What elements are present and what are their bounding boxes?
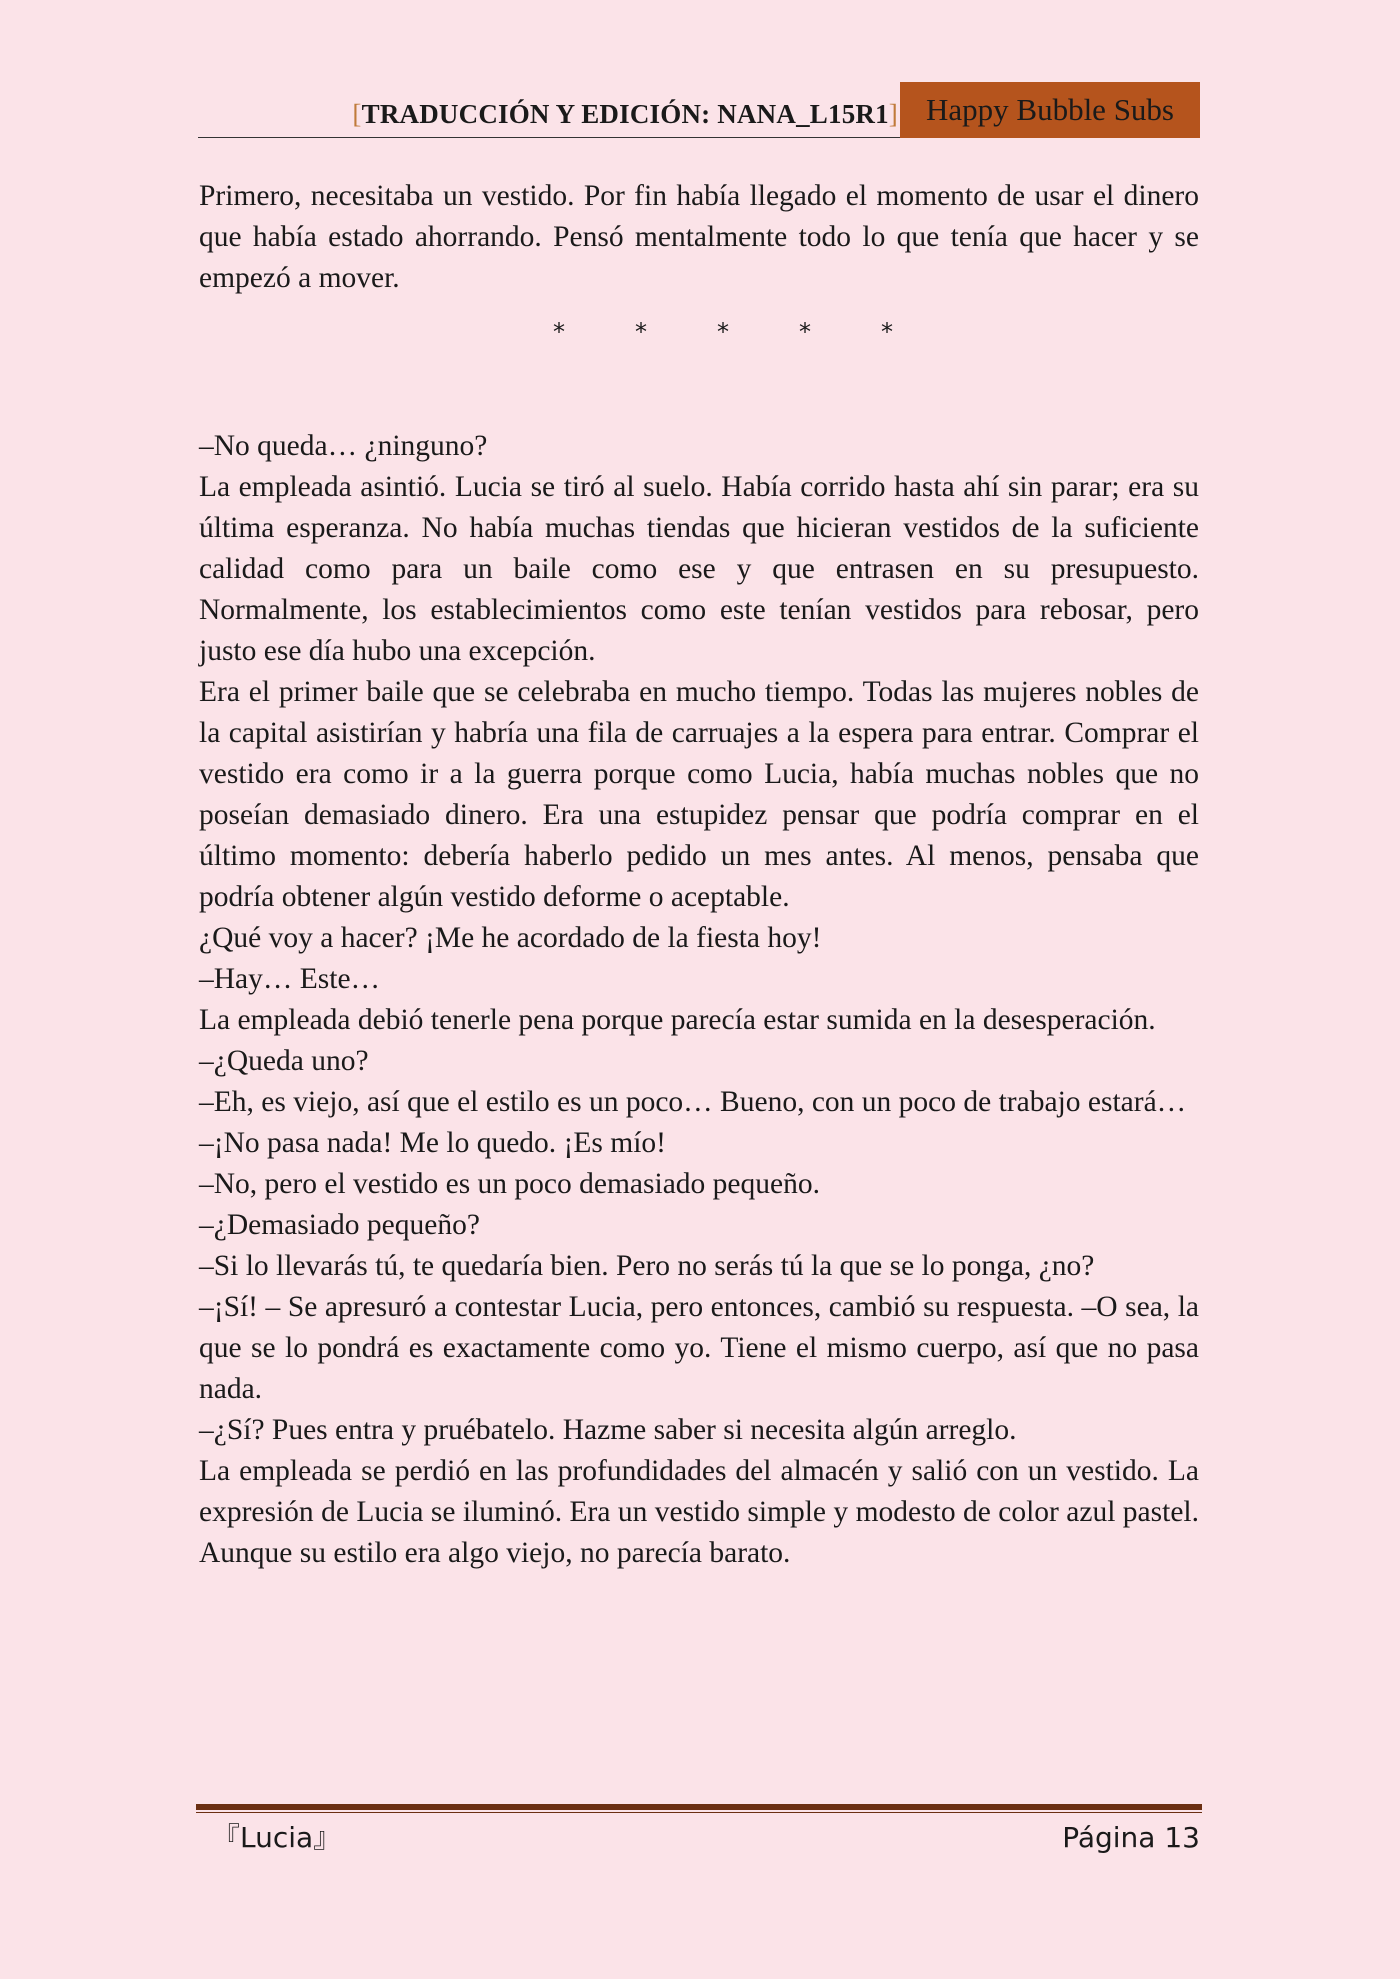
separator-asterisk: * bbox=[881, 318, 893, 346]
body-paragraph: –No, pero el vestido es un poco demasiado pequeño. bbox=[199, 1168, 820, 1200]
body-paragraph: –¡Sí! – Se apresuró a contestar Lucia, pero entonces, cambió su respuesta. –O sea, la que se lo pondrá es exactamente como yo. Tiene el mismo cuerpo, así que no pasa nada. bbox=[199, 1291, 1199, 1405]
body-paragraph: –No queda… ¿ninguno? bbox=[199, 430, 488, 462]
body-paragraph: –¿Demasiado pequeño? bbox=[199, 1209, 480, 1241]
footer-rule bbox=[196, 1804, 1202, 1810]
page-number: Página 13 bbox=[1062, 1821, 1200, 1854]
body-paragraph: ¿Qué voy a hacer? ¡Me he acordado de la fiesta hoy! bbox=[199, 922, 822, 954]
body-paragraph: La empleada debió tenerle pena porque parecía estar sumida en la desesperación. bbox=[199, 1004, 1156, 1036]
body-paragraph: –Eh, es viejo, así que el estilo es un poco… Bueno, con un poco de trabajo estará… bbox=[199, 1086, 1187, 1118]
intro-paragraph: Primero, necesitaba un vestido. Por fin había llegado el momento de usar el dinero que había estado ahorrando. Pensó mentalmente todo lo que tenía que hacer y se empezó a mover. bbox=[199, 180, 1199, 294]
body-paragraph: –Si lo llevarás tú, te quedaría bien. Pero no serás tú la que se lo ponga, ¿no? bbox=[199, 1250, 1095, 1282]
page-header bbox=[198, 82, 1200, 138]
body-paragraph: Era el primer baile que se celebraba en mucho tiempo. Todas las mujeres nobles de la capital asistirían y habría una fila de carruajes a la espera para entrar. Comprar el vestido era como ir a la guerra porque como Lucia, había muchas nobles que no poseían demasiado dinero. Era una estupidez pensar que podría comprar en el último momento: debería haberlo pedido un mes antes. Al menos, pensaba que podría obtener algún vestido deforme o aceptable. bbox=[199, 676, 1199, 913]
page-body bbox=[199, 176, 1199, 1574]
separator-asterisk: * bbox=[717, 318, 729, 346]
body-paragraph: –¿Sí? Pues entra y pruébatelo. Hazme saber si necesita algún arreglo. bbox=[199, 1414, 1017, 1446]
credit-text: TRADUCCIÓN Y EDICIÓN: NANA_L15R1 bbox=[361, 99, 889, 129]
separator-asterisk: * bbox=[799, 318, 811, 346]
brand-label: Happy Bubble Subs bbox=[900, 82, 1200, 138]
separator-asterisk: * bbox=[635, 318, 647, 346]
scene-separator bbox=[199, 315, 1199, 397]
footer-book-title: 『Lucia』 bbox=[212, 1821, 342, 1854]
header-rule bbox=[198, 137, 900, 138]
body-paragraph: –¡No pasa nada! Me lo quedo. ¡Es mío! bbox=[199, 1127, 666, 1159]
separator-asterisk: * bbox=[553, 318, 565, 346]
body-paragraph: La empleada se perdió en las profundidades del almacén y salió con un vestido. La expresión de Lucia se iluminó. Era un vestido simple y modesto de color azul pastel. Aunque su estilo era algo viejo, no parecía barato. bbox=[199, 1455, 1199, 1569]
body-paragraph: La empleada asintió. Lucia se tiró al suelo. Había corrido hasta ahí sin parar; era su última esperanza. No había muchas tiendas que hicieran vestidos de la suficiente calidad como para un baile como ese y que entrasen en su presupuesto. Normalmente, los establecimientos como este tenían vestidos para rebosar, pero justo ese día hubo una excepción. bbox=[199, 471, 1199, 667]
body-paragraph: –Hay… Este… bbox=[199, 963, 381, 995]
translation-credit bbox=[352, 99, 898, 130]
credit-bracket-close: ] bbox=[888, 99, 898, 129]
body-paragraph: –¿Queda uno? bbox=[199, 1045, 369, 1077]
credit-bracket-open: [ bbox=[352, 99, 362, 129]
footer-rule-thin bbox=[196, 1812, 1202, 1813]
